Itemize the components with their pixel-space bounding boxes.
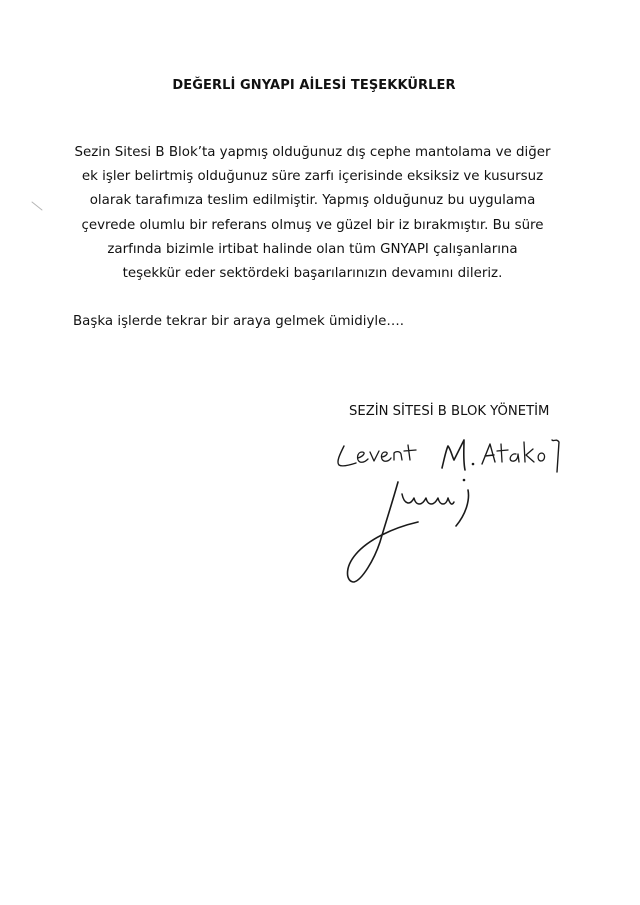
closing-line: Başka işlerde tekrar bir araya gelmek ümidiyle…. bbox=[73, 314, 405, 329]
letter-title: DEĞERLİ GNYAPI AİLESİ TEŞEKKÜRLER bbox=[172, 78, 456, 93]
signature-image bbox=[340, 470, 500, 590]
body-line: olarak tarafımıza teslim edilmiştir. Yapmış olduğunuz bu uygulama bbox=[89, 193, 536, 209]
stray-mark bbox=[30, 200, 44, 212]
letter-body bbox=[60, 141, 565, 286]
body-line: çevrede olumlu bir referans olmuş ve güzel bir iz bırakmıştır. Bu süre bbox=[81, 217, 544, 233]
sender-name: SEZİN SİTESİ B BLOK YÖNETİM bbox=[349, 404, 550, 419]
body-line: teşekkür eder sektördeki başarılarınızın devamını dileriz. bbox=[122, 266, 503, 282]
body-line: ek işler belirtmiş olduğunuz süre zarfı içerisinde eksiksiz ve kusursuz bbox=[81, 169, 544, 185]
body-line: zarfında bizimle irtibat halinde olan tüm GNYAPI çalışanlarına bbox=[107, 241, 518, 257]
body-line: Sezin Sitesi B Blok’ta yapmış olduğunuz dış cephe mantolama ve diğer bbox=[74, 145, 551, 160]
